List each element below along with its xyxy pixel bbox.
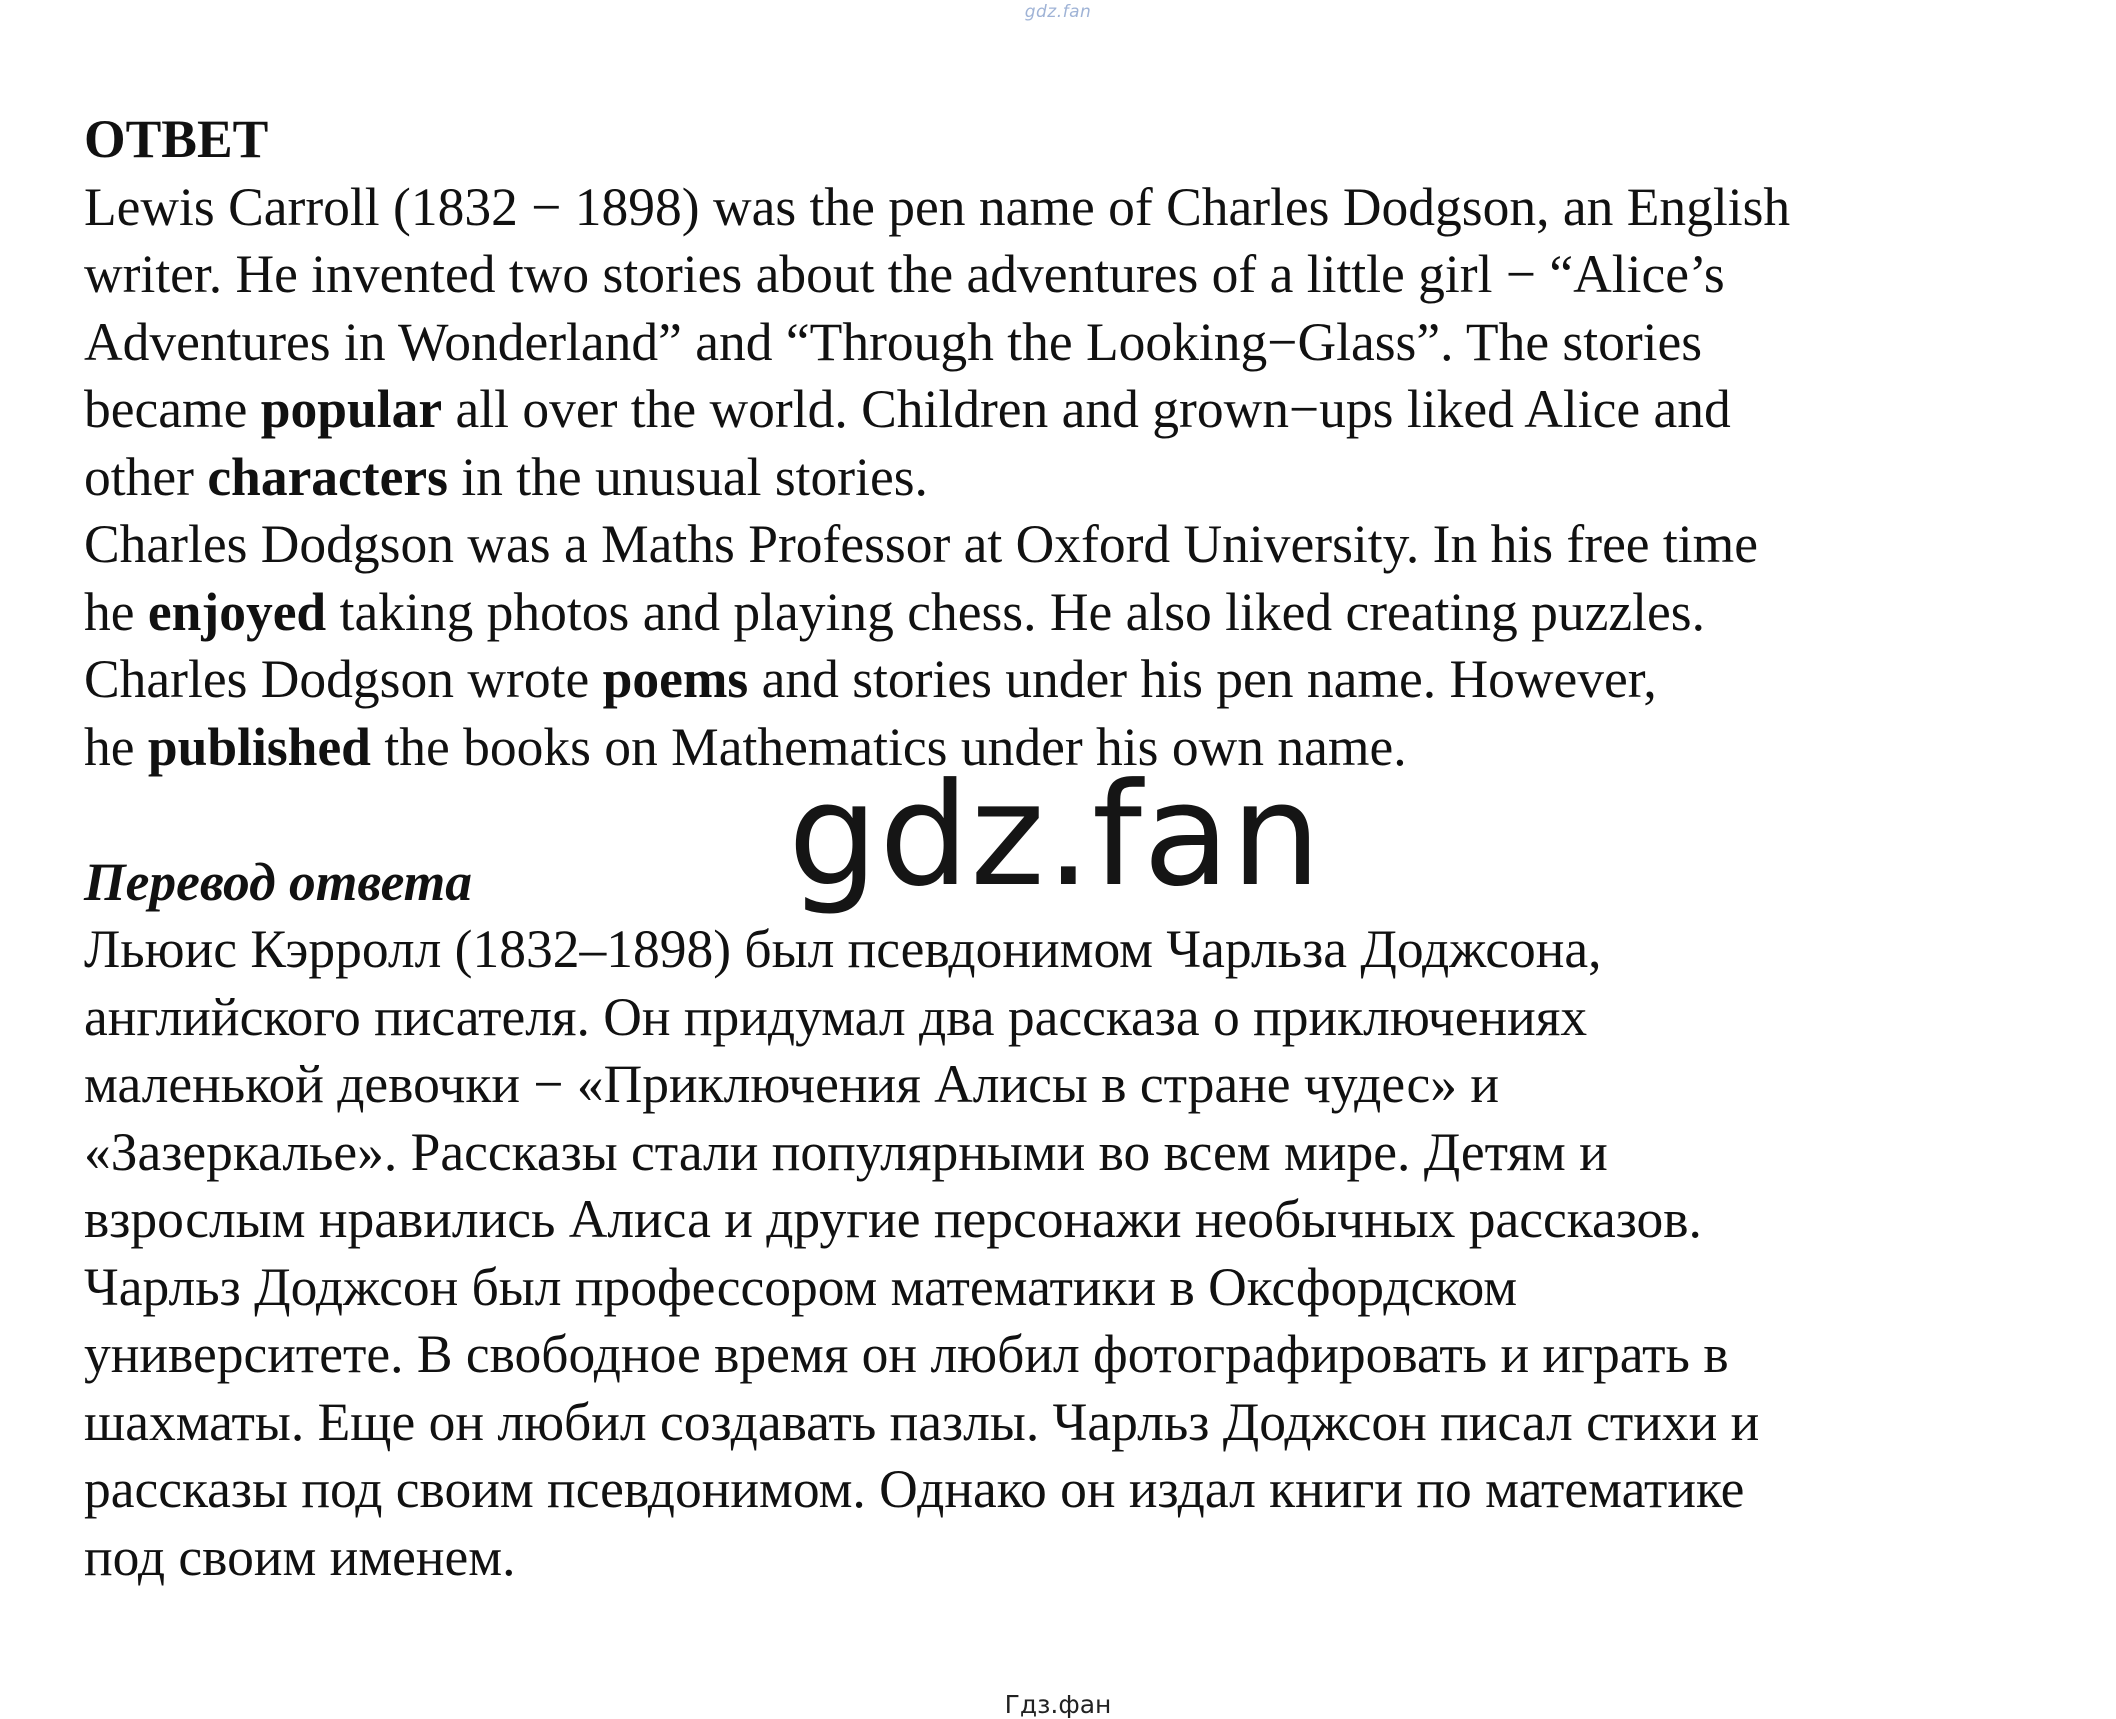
- translation-line: взрослым нравились Алиса и другие персонажи необычных рассказов.: [84, 1189, 1702, 1249]
- bold-keyword: characters: [207, 446, 448, 507]
- translation-line: шахматы. Еще он любил создавать пазлы. Чарльз Доджсон писал стихи и: [84, 1391, 1760, 1452]
- answer-line: Adventures in Wonderland” and “Through the Looking−Glass”. The stories: [84, 311, 1703, 372]
- translation-line: рассказы под своим псевдонимом. Однако он издал книги по математике: [84, 1459, 1745, 1519]
- answer-line: Lewis Carroll (1832 − 1898) was the pen name of Charles Dodgson, an English: [84, 176, 1791, 237]
- answer-line: writer. He invented two stories about the adventures of a little girl − “Alice’s: [84, 244, 1725, 304]
- translation-line: университете. В свободное время он любил фотографировать и играть в: [84, 1324, 1729, 1384]
- footer-watermark: Гдз.фан: [1004, 1690, 1112, 1719]
- translation-heading: Перевод ответа: [84, 851, 473, 912]
- bold-keyword: enjoyed: [147, 581, 327, 642]
- bold-keyword: popular: [260, 379, 443, 439]
- translation-line: маленькой девочки − «Приключения Алисы в стране чудес» и: [84, 1054, 1499, 1114]
- answer-line: other characters in the unusual stories.: [84, 446, 928, 507]
- top-watermark: gdz.fan: [1024, 2, 1092, 22]
- translation-line: «Зазеркалье». Рассказы стали популярными во всем мире. Детям и: [84, 1121, 1608, 1182]
- answer-line: became popular all over the world. Children and grown−ups liked Alice and: [84, 379, 1731, 439]
- answer-line: he enjoyed taking photos and playing chess. He also liked creating puzzles.: [84, 581, 1705, 642]
- translation-line: Чарльз Доджсон был профессором математики в Оксфордском: [84, 1256, 1518, 1317]
- answer-line: he published the books on Mathematics under his own name.: [84, 716, 1407, 777]
- bold-keyword: published: [147, 716, 371, 777]
- answer-line: Charles Dodgson wrote poems and stories under his pen name. However,: [84, 649, 1657, 709]
- answer-line: Charles Dodgson was a Maths Professor at Oxford University. In his free time: [84, 514, 1759, 574]
- bold-keyword: poems: [602, 649, 749, 709]
- translation-line: Льюис Кэрролл (1832–1898) был псевдонимом Чарльза Доджсона,: [84, 919, 1602, 979]
- watermark-logo: gdz.fan: [788, 753, 1322, 918]
- translation-line: под своим именем.: [84, 1526, 516, 1587]
- translation-line: английского писателя. Он придумал два рассказа о приключениях: [84, 986, 1588, 1047]
- answer-heading: ОТВЕТ: [84, 109, 269, 169]
